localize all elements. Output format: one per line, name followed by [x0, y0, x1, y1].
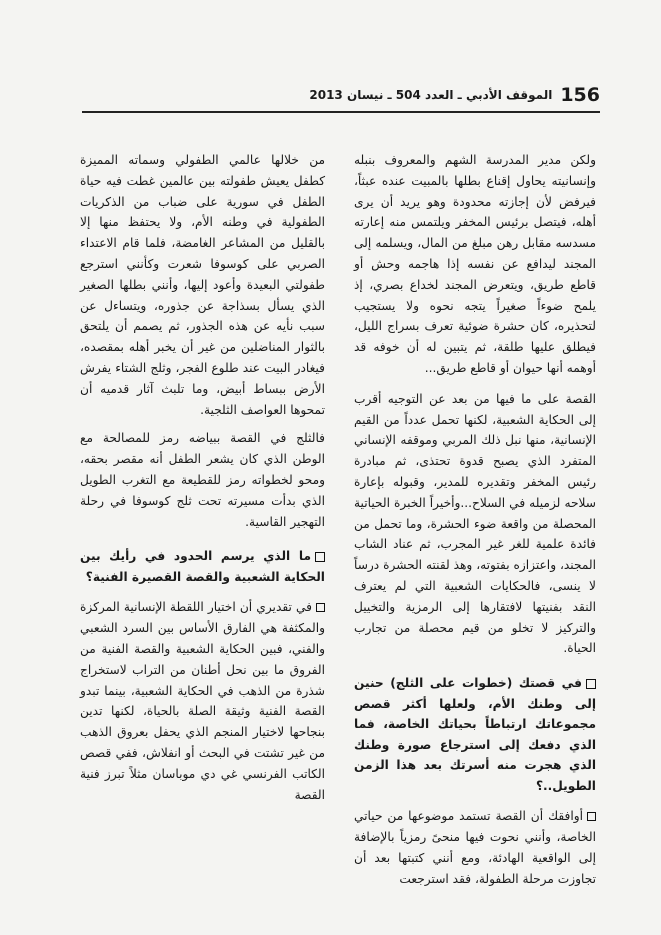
interview-question [354, 673, 596, 796]
question-text: في قصتك (خطوات على الثلج) حنين إلى وطنك الأم، ولعلها أكثر قصص مجموعاتك ارتباطاً بحياتك الخاصة، فما الذي دفعك إلى استرجاع صورة وطنك الذي هجرت منه أسرتك بعد هذا الزمن الطويل..؟ [354, 676, 596, 793]
answer-text: أوافقك أن القصة تستمد موضوعها من حياتي الخاصة، وأنني نحوت فيها منحىً رمزياً بالإضافة إلى الواقعية الهادئة، ومع أنني كتبتها بعد أن تجاوزت مرحلة الطفولة، فقد استرجعت [354, 809, 596, 886]
answer-paragraph [354, 806, 596, 889]
question-square-icon [586, 679, 596, 689]
question-square-icon [315, 552, 325, 562]
paragraph: ولكن مدير المدرسة الشهم والمعروف بنبله وإنسانيته يحاول إقناع بطلها بالمبيت عنده عبثاً، فيرفض لأن إجازته محدودة وهو يريد أن يرى أهله، فيتصل برئيس المخفر ويلتمس منه إعارته مسدسه مقابل رهن مبلغ من المال، ويسلمه إلى المجند ليدافع عن نفسه إذا هاجمه وحش أو قاطع طريق، ويتعرض المجند لخداع بصري، إذ يلمح ضوءاً صغيراً يتجه نحوه ولا يستجيب لتحذيره، كان حشرة ضوئية تعرف بسراج الليل، فيطلق عليها طلقة، ثم يتبين له أن خوفه قد أوهمه أنها حيوان أو قاطع طريق... [354, 153, 596, 375]
paragraph: فالثلج في القصة ببياضه رمز للمصالحة مع الوطن الذي كان يشعر الطفل أنه مقصر بحقه، ومحو لخطواته رمز للقطيعة مع التغرب الطويل الذي بدأت مسيرته تحت ثلج كوسوفا في رحلة التهجير القاسية. [80, 431, 325, 529]
answer-text: في تقديري أن اختيار اللقطة الإنسانية المركزة والمكثفة هي الفارق الأساس بين السرد الشعبي والفني، فبين الحكاية الشعبية والقصة الفنية من الفروق ما بين نحل أطنان من التراب لاستخراج شذرة من الذهب في الحكاية الشعبية، بينما تبدو القصة الفنية وثيقة الصلة بالحياة، لكنها تدين بنجاحها لاختيار المنجم الذي يحفل بعروق الذهب من غير تشتت في البحث أو انفلاش، ففي قصص الكاتب الفرنسي غي دي موباسان مثلاً تبرز فنية القصة [80, 600, 325, 802]
interview-question [80, 546, 325, 587]
running-header [309, 82, 600, 108]
answer-square-icon [316, 603, 325, 612]
header-rule [82, 111, 600, 113]
paragraph: من خلالها عالمي الطفولي وسماته المميزة كطفل يعيش طفولته بين عالمين غطت فيه حياة الطفل في سورية على ضباب من الذكريات الطفولية في وطنه الأم، ولا يحتفظ منها إلا بالقليل من المشاعر الغامضة، فلما قام الاعتداء الصربي على كوسوفا شعرت وكأنني استرجع طفولتي البعيدة وأعود إليها، وأنني بطلها الصغير الذي يسأل بسذاجة عن جذوره، ويتساءل عن سبب نأيه عن هذه الجذور، ثم يصمم أن يلتحق بالثوار المناضلين من غير أن يخبر أهله بمقصده، فيغادر البيت عند طلوع الفجر، وثلج الشتاء يفرش الأرض ببساط أبيض، وما تلبث آثار قدميه أن تمحوها العواصف الثلجية. [80, 153, 325, 417]
left-column [80, 150, 325, 815]
page-number: 156 [560, 84, 600, 106]
answer-square-icon [587, 812, 596, 821]
answer-paragraph [80, 597, 325, 805]
issue-title: الموقف الأدبي ـ العدد 504 ـ نيسان 2013 [309, 88, 553, 102]
right-column [354, 150, 596, 899]
paragraph: القصة على ما فيها من بعد عن التوجيه أقرب إلى الحكاية الشعبية، لكنها تحمل عدداً من القيم الإنسانية، منها نبل ذلك المربي وموقفه الإنساني المتفرد الذي يصبح قدوة تحتذى، ثم مبادرة رئيس المخفر وتقديره للمدير، وقبوله بإعارة سلاحه لزميله في السلاح...وأخيراً الخبرة الحياتية المحصلة من واقعة ضوء الحشرة، وما تحمل من فائدة علمية للغر غير المجرب، ثم عناد الشاب المجند، واعتزازه بفتوته، وهذ لقنته الحشرة درساً لا ينسى، فالحكايات الشعبية التي لم يعترف النقد بفنيتها لافتقارها إلى الرمزية والتخييل والتركيز لا تخلو من قيم محصلة من تجارب الحياة. [354, 391, 596, 656]
question-text: ما الذي يرسم الحدود في رأيك بين الحكاية الشعبية والقصة القصيرة الفنية؟ [80, 549, 325, 584]
